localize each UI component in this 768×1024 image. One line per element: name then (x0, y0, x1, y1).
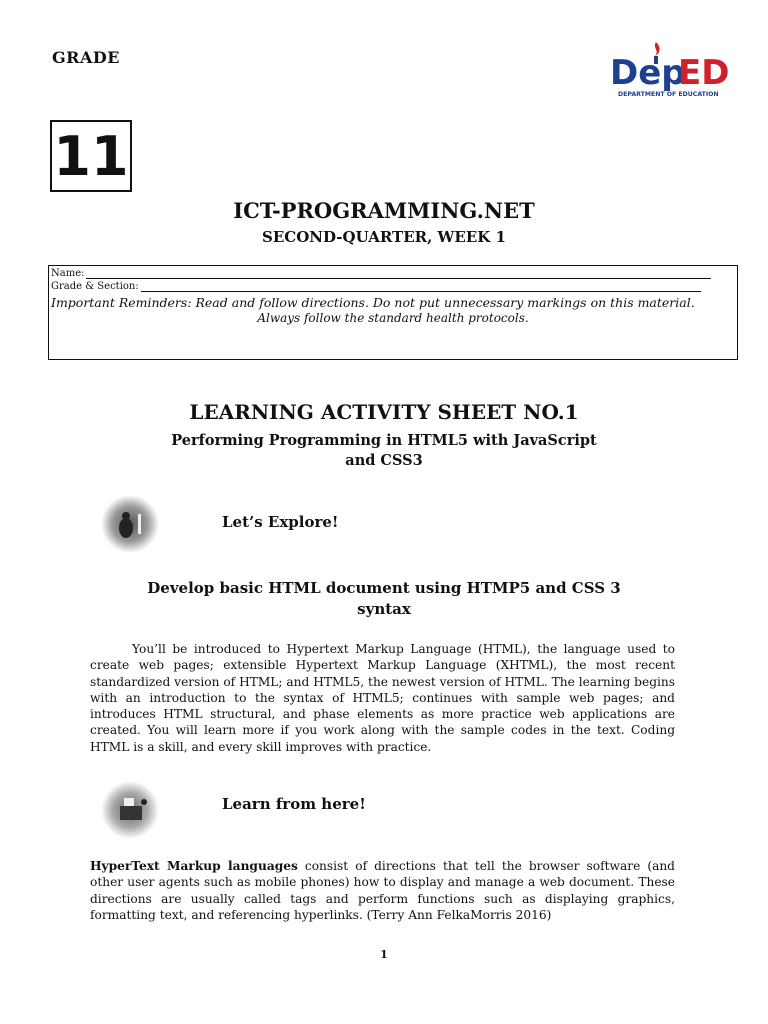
logo-ed-text: ED (678, 53, 730, 93)
develop-heading (0, 578, 768, 620)
explore-image (100, 494, 160, 558)
develop-heading-line1: Develop basic HTML document using HTMP5 and CSS 3 (147, 579, 621, 597)
important-reminders: Important Reminders: Read and follow directions. Do not put unnecessary markings on this material. (51, 295, 695, 310)
explore-icon (100, 494, 160, 554)
grade-section-field[interactable] (141, 281, 701, 292)
sheet-title: LEARNING ACTIVITY SHEET NO.1 (189, 400, 579, 424)
learn-from-here-heading: Learn from here! (222, 795, 366, 813)
quarter-label: SECOND-QUARTER, WEEK 1 (262, 228, 506, 246)
health-protocol-note: Always follow the standard health protocols. (257, 311, 529, 325)
deped-logo-icon (600, 40, 740, 102)
learn-image (100, 780, 160, 844)
site-title: ICT-PROGRAMMING.NET (233, 198, 535, 223)
grade-section-label: Grade & Section: (51, 281, 139, 292)
learn-icon (100, 780, 160, 840)
sheet-subtitle (0, 431, 768, 471)
sheet-subtitle-line2: and CSS3 (345, 452, 423, 469)
deped-logo (600, 40, 740, 102)
logo-dep-text: Dep (610, 53, 686, 93)
page-number: 1 (380, 948, 388, 961)
grade-label: GRADE (52, 48, 120, 67)
lets-explore-heading: Let’s Explore! (222, 513, 339, 531)
name-line (51, 266, 735, 279)
name-label: Name: (51, 268, 85, 279)
learn-paragraph-text: consist of directions that tell the browser software (and other user agents such as mobile phones) how to display and manage a web document. These directions are usually called tags and perform functions such as displaying graphics, formatting text, and referencing hyperlinks. (Terry Ann FelkaMorris 2016) (90, 859, 675, 922)
name-field[interactable] (86, 268, 711, 279)
grade-section-line (51, 279, 735, 292)
learn-paragraph-lead: HyperText Markup languages (90, 859, 298, 873)
sheet-subtitle-line1: Performing Programming in HTML5 with JavaScript (171, 432, 597, 449)
intro-paragraph: You’ll be introduced to Hypertext Markup Language (HTML), the language used to create web pages; extensible Hypertext Markup Language (XHTML), the most recent standardized version of HTML; and HTML5, the newest version of HTML. The learning begins with an introduction to the syntax of HTML5; continues with sample web pages; and introduces HTML structural, and phase elements as more practice web applications are created. You will learn more if you work along with the sample codes in the text. Coding HTML is a skill, and every skill improves with practice. (90, 642, 675, 754)
logo-caption: DEPARTMENT OF EDUCATION (618, 91, 719, 98)
learn-paragraph (90, 858, 675, 923)
grade-number: 11 (53, 124, 129, 188)
develop-heading-line2: syntax (357, 600, 411, 618)
student-info-box (48, 265, 738, 360)
grade-number-box (50, 120, 132, 192)
